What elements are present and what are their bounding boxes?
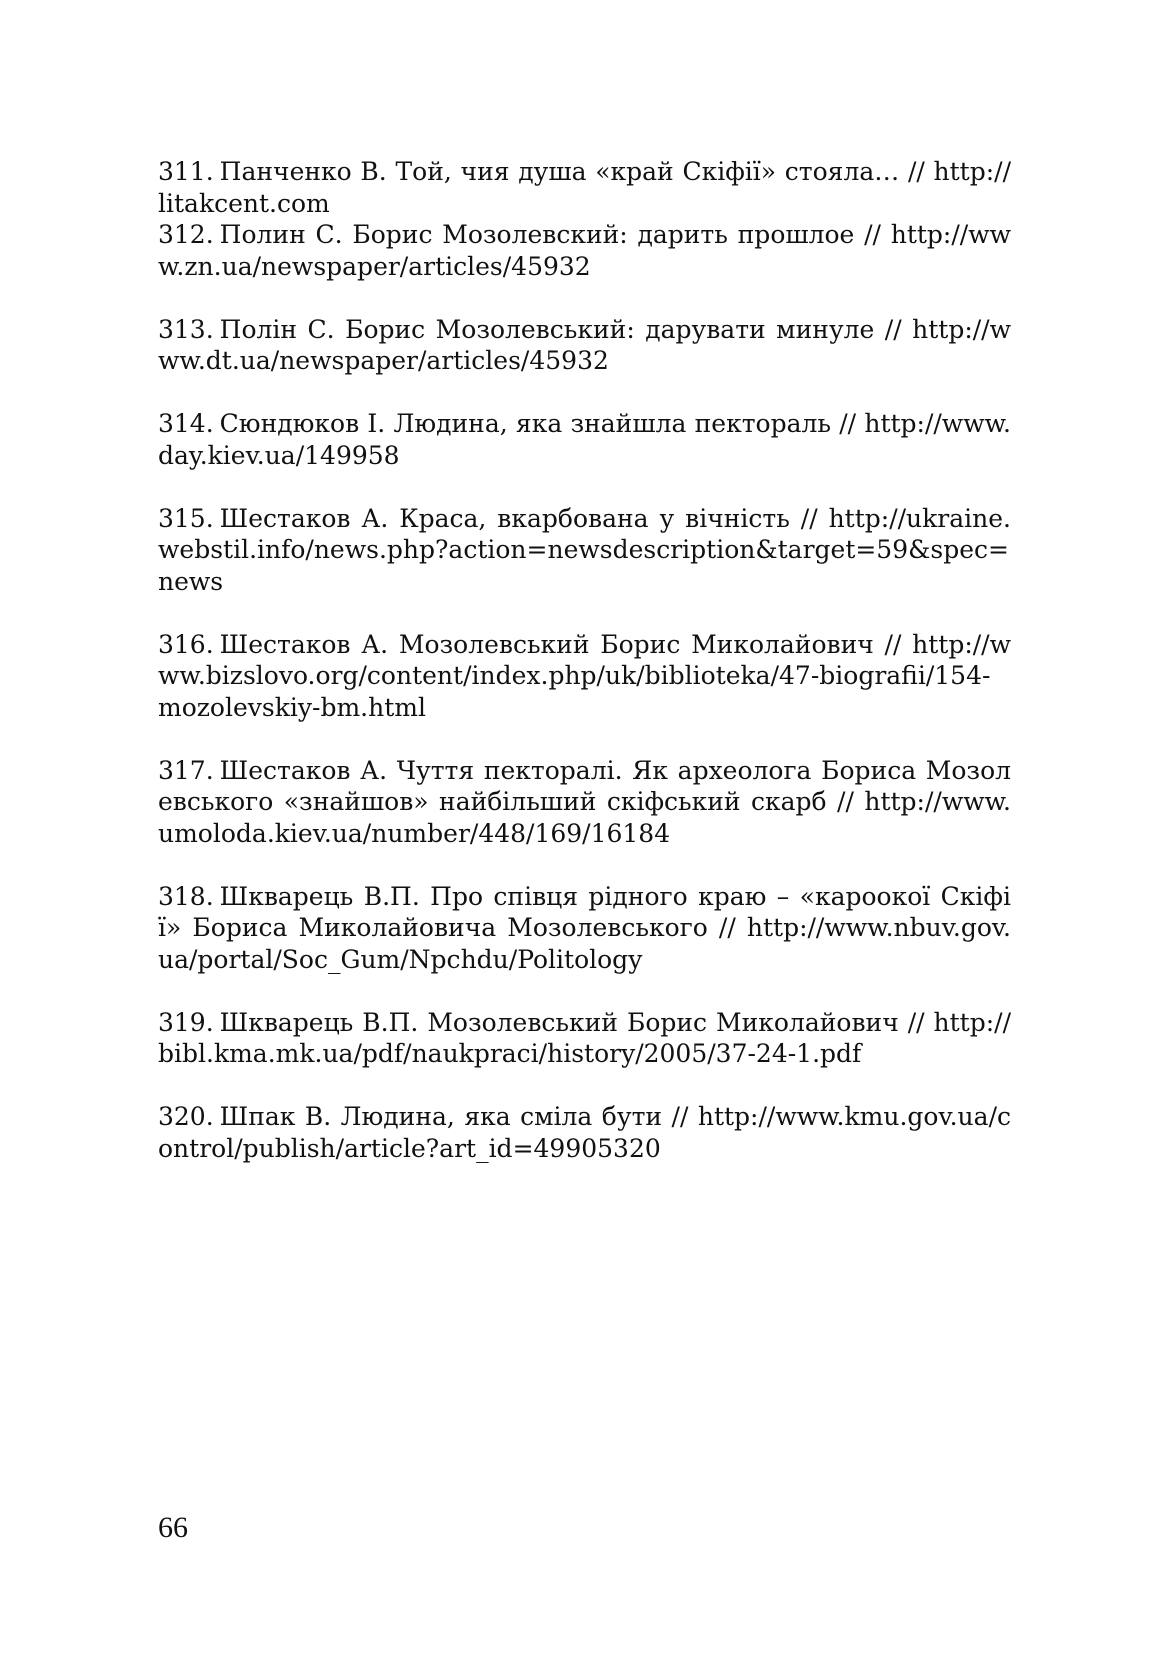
reference-number: 317.	[158, 755, 214, 785]
reference-text: Шестаков А. Чуття пекторалі. Як археолога Бориса Мозолевського «знайшов» найбільший скіфський скарб // http://www.umoloda.kiev.ua/number/448/169/16184	[158, 755, 1011, 848]
reference-text: Полин С. Борис Мозолевский: дарить прошлое // http://www.zn.ua/newspaper/articles/45932	[158, 220, 1011, 281]
reference-text: Панченко В. Той, чия душа «край Скіфії» стояла… // http://litakcent.com	[158, 157, 1011, 218]
reference-item-316	[158, 629, 1011, 724]
reference-item-311	[158, 156, 1011, 219]
reference-number: 311.	[158, 157, 214, 186]
reference-number: 315.	[158, 503, 214, 533]
reference-item-314	[158, 408, 1011, 471]
reference-number: 314.	[158, 409, 214, 438]
reference-list	[158, 156, 1011, 1164]
reference-number: 318.	[158, 881, 214, 911]
reference-item-320	[158, 1101, 1011, 1164]
reference-text: Шпак В. Людина, яка сміла бути // http://www.kmu.gov.ua/control/publish/article?art_id=49905320	[158, 1102, 1011, 1163]
reference-text: Сюндюков І. Людина, яка знайшла пектораль // http://www.day.kiev.ua/149958	[158, 409, 1011, 470]
reference-item-317	[158, 755, 1011, 850]
reference-text: Полін С. Борис Мозолевський: дарувати минуле // http://www.dt.ua/newspaper/articles/45932	[158, 314, 1011, 375]
reference-text: Шестаков А. Краса, вкарбована у вічність // http://ukraine.webstil.info/news.php?action=newsdescription&target=59&spec=news	[158, 503, 1011, 596]
reference-item-319	[158, 1007, 1011, 1070]
reference-number: 312.	[158, 220, 214, 249]
reference-number: 319.	[158, 1007, 214, 1037]
reference-item-315	[158, 503, 1011, 598]
reference-number: 316.	[158, 629, 214, 659]
reference-number: 320.	[158, 1102, 214, 1131]
page-number: 66	[158, 1511, 188, 1544]
reference-number: 313.	[158, 314, 214, 344]
reference-text: Шкварець В.П. Мозолевський Борис Миколайович // http://bibl.kma.mk.ua/pdf/naukpraci/history/2005/37-24-1.pdf	[158, 1007, 1011, 1068]
reference-item-318	[158, 881, 1011, 976]
reference-item-312	[158, 219, 1011, 282]
reference-text: Шестаков А. Мозолевський Борис Миколайович // http://www.bizslovo.org/content/index.php/uk/biblioteka/47-biografii/154-mozolevskiy-bm.html	[158, 629, 1011, 722]
reference-item-313	[158, 314, 1011, 377]
reference-text: Шкварець В.П. Про співця рідного краю – «кароокої Скіфії» Бориса Миколайовича Мозолевського // http://www.nbuv.gov.ua/portal/Soc_Gum/Npchdu/Politology	[158, 881, 1011, 974]
